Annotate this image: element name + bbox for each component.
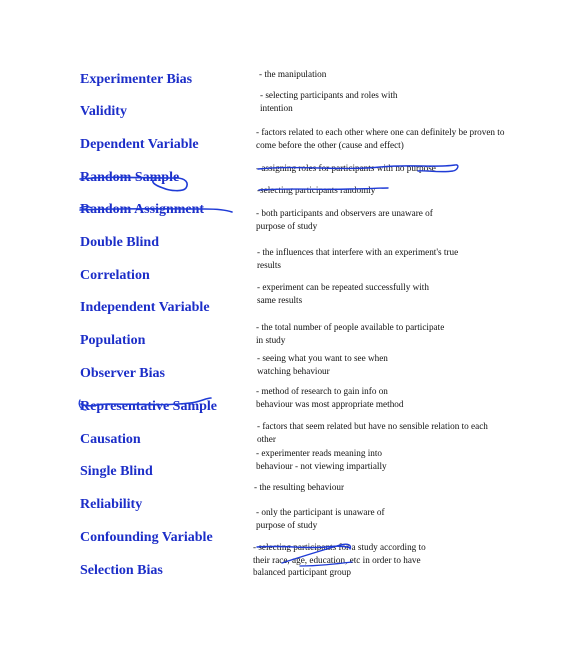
term-confounding-variable: Confounding Variable [80, 530, 213, 545]
term-correlation: Correlation [80, 268, 150, 283]
definition-experimenter-reads-meaning [256, 447, 387, 472]
definition-line: - both participants and observers are unaware of [256, 208, 433, 218]
term-random-assignment: Random Assignment [80, 202, 205, 217]
definition-line: other [257, 433, 276, 444]
definition-line: - assigning roles for participants with no purpose [256, 163, 436, 173]
term-experimenter-bias: Experimenter Bias [80, 72, 193, 87]
term-dependent-variable: Dependent Variable [80, 137, 199, 152]
term-validity: Validity [80, 104, 127, 119]
definition-line: - the influences that interfere with an experiment's true [257, 247, 459, 257]
definition-selecting-by-race-age [253, 541, 426, 579]
definition-repeated [257, 281, 429, 306]
definition-total-number [256, 321, 444, 346]
definition-line: - seeing what you want to see when [257, 353, 388, 363]
definition-line: - the total number of people available to participate [256, 322, 445, 332]
definition-line: their race, age, education, etc in order to have [253, 554, 421, 565]
definition-line: - factors related to each other where one can definitely be proven to [256, 127, 505, 137]
definition-line: balanced participant group [253, 567, 351, 577]
definition-manipulation [259, 68, 326, 81]
definition-selecting-randomly [257, 184, 375, 197]
definition-line: - factors that seem related but have no sensible relation to each [257, 421, 488, 431]
term-observer-bias: Observer Bias [80, 366, 165, 381]
definition-influences [257, 246, 458, 271]
term-selection-bias: Selection Bias [80, 563, 163, 578]
definition-line: - experiment can be repeated successfully with [257, 282, 429, 292]
definition-method-of-research [256, 385, 403, 410]
definition-line: purpose of study [256, 220, 318, 231]
definition-both-unaware [256, 207, 433, 232]
term-causation: Causation [80, 432, 141, 447]
definition-cause-and-effect [256, 126, 504, 151]
definition-line: results [257, 259, 281, 270]
definition-line: - experimenter reads meaning into [256, 448, 383, 458]
definition-assigning-roles [256, 162, 436, 175]
term-representative-sample: Representative Sample [80, 399, 217, 414]
definition-line: in study [256, 334, 286, 345]
definition-line: same results [257, 294, 303, 305]
definition-line: - only the participant is unaware of [256, 507, 385, 517]
term-population: Population [80, 333, 146, 348]
definition-line: - selecting participants and roles with [260, 90, 398, 100]
definition-line: - method of research to gain info on [256, 386, 388, 396]
definition-line: - selecting participants for a study according to [253, 542, 426, 552]
term-double-blind: Double Blind [80, 235, 159, 250]
definition-no-sensible-relation [257, 420, 488, 445]
definition-line: - the resulting behaviour [254, 482, 345, 492]
definition-line: - the manipulation [259, 69, 327, 79]
definition-line: behaviour - not viewing impartially [256, 460, 387, 471]
definition-line: purpose of study [256, 519, 318, 530]
definition-line: watching behaviour [257, 365, 330, 376]
term-single-blind: Single Blind [80, 464, 153, 479]
definition-line: behaviour was most appropriate method [256, 398, 404, 409]
term-random-sample: Random Sample [80, 170, 180, 185]
definition-line: come before the other (cause and effect) [256, 139, 404, 150]
definition-selecting-with-intention [260, 89, 398, 114]
definition-line: -selecting participants randomly [257, 185, 376, 195]
term-independent-variable: Independent Variable [80, 300, 210, 315]
definition-resulting-behaviour [254, 481, 344, 494]
definition-line: intention [260, 102, 293, 113]
definition-only-participant-unaware [256, 506, 385, 531]
definition-seeing-what-you-want [257, 352, 388, 377]
term-reliability: Reliability [80, 497, 143, 512]
